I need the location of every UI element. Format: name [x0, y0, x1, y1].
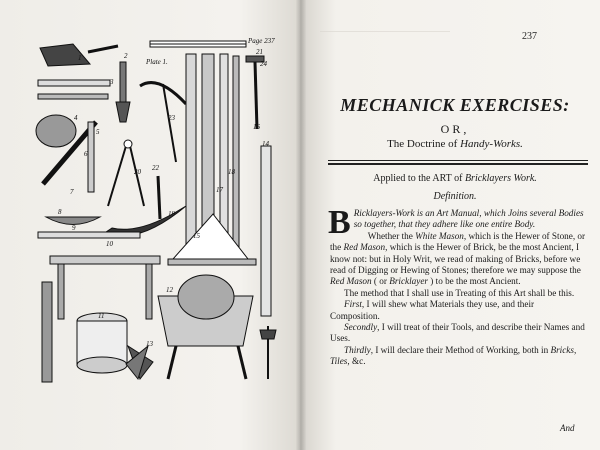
paragraph — [330, 345, 586, 368]
text-run: Whether the — [367, 230, 416, 241]
section-heading-text: Applied to the ART of — [373, 173, 465, 184]
tools-plate-illustration — [28, 34, 290, 394]
figure-number: 9 — [72, 224, 76, 232]
figure-number: 19 — [168, 210, 175, 218]
figure-number: 10 — [106, 240, 113, 248]
subtitle-text: The Doctrine of — [387, 138, 461, 150]
text-run: , which is the Hewer of Stone, or the — [330, 230, 586, 253]
figure-number: 7 — [70, 188, 74, 196]
text-run: White Mason — [415, 230, 464, 241]
figure-number: 17 — [216, 186, 223, 194]
text-run: , I will treat of their Tools, and describe their Names and Uses. — [330, 322, 585, 344]
text-run: Bricklayer — [389, 276, 428, 287]
paragraph — [330, 299, 586, 322]
figure-number: 24 — [260, 60, 267, 68]
catchword: And — [560, 423, 575, 433]
figure-number: 8 — [58, 208, 62, 216]
figure-number: 3 — [110, 78, 114, 86]
chapter-subtitle — [330, 138, 580, 150]
drop-cap: B — [328, 204, 351, 241]
figure-number: 20 — [134, 168, 141, 176]
text-run: First — [344, 299, 362, 310]
figure-number: 5 — [96, 128, 100, 136]
figure-number: 6 — [84, 150, 88, 158]
body-text — [328, 204, 586, 368]
figure-number: 11 — [98, 312, 105, 320]
title-or: OR, — [440, 122, 470, 136]
figure-number: 4 — [74, 114, 78, 122]
definition-heading: Definition. — [433, 191, 477, 202]
text-run: , I will shew what Materials they use, and their Composition. — [330, 299, 535, 321]
text-run: ) to be the most Ancient. — [427, 276, 521, 287]
text-run: , I will declare their Method of Working, both in — [370, 344, 551, 355]
figure-number: 15 — [193, 232, 200, 240]
text-run: ( or — [371, 276, 390, 287]
figure-number: 13 — [146, 340, 153, 348]
paragraph-definition: Ricklayers-Work is an Art Manual, which Joins several Bodies so together, that they adhere like one entire Body. — [353, 208, 584, 230]
text-run: Red Mason — [343, 242, 386, 253]
figure-number: 1 — [78, 54, 82, 62]
chapter-title: MECHANICK EXERCISES: — [340, 95, 570, 115]
divider-rule — [328, 160, 588, 161]
text-run: , &c. — [347, 356, 366, 367]
figure-number: 22 — [152, 164, 159, 172]
page-number: 237 — [522, 31, 537, 42]
book-gutter — [296, 0, 306, 450]
figure-number: 16 — [253, 123, 260, 131]
subtitle-italic: Handy-Works. — [460, 138, 523, 150]
figure-number: 23 — [168, 114, 175, 122]
text-run: Bricks, Tiles — [330, 344, 577, 367]
figure-number: 21 — [256, 48, 263, 56]
running-head-faded — [320, 31, 450, 38]
trowel-tool — [40, 44, 90, 66]
figure-number: 18 — [228, 168, 235, 176]
plate-title: Plate 1. — [146, 58, 168, 66]
text-run: Secondly — [344, 322, 378, 333]
figure-number: 14 — [262, 140, 269, 148]
figure-number: 2 — [124, 52, 128, 60]
plate-page-label: Page 237 — [248, 37, 275, 45]
divider-rule-thick — [328, 163, 588, 165]
text-run: Red Mason — [330, 276, 372, 287]
paragraph: The method that I shall use in Treating of this Art shall be this. — [344, 287, 575, 298]
section-heading-italic: Bricklayers Work. — [464, 173, 537, 184]
text-run: , which is the Hewer of Brick, be the most Ancient, I know not: but in Holy Writ, we read of making of Bricks, before we read of Digging or Hewing of Stones; therefore we may suppose the — [330, 242, 581, 276]
paragraph — [330, 322, 586, 345]
text-run: Thirdly — [344, 344, 371, 355]
paragraph — [330, 231, 586, 288]
figure-number: 12 — [166, 286, 173, 294]
section-heading — [330, 173, 580, 184]
